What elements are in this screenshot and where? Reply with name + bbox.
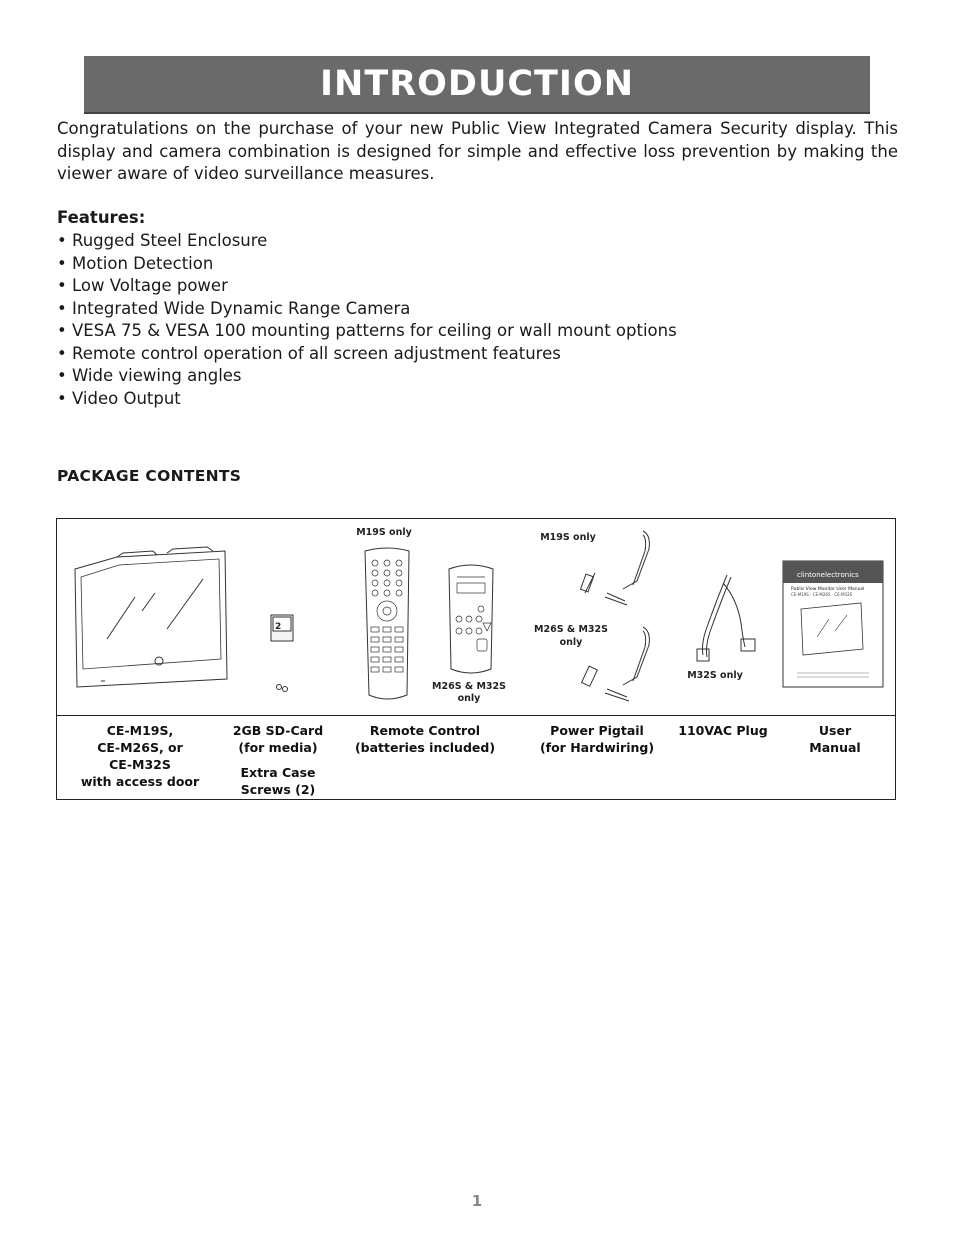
- manual-title: Public View Monitor User Manual: [791, 587, 865, 592]
- feature-item: • Low Voltage power: [57, 275, 677, 298]
- package-contents-heading: PACKAGE CONTENTS: [57, 467, 242, 485]
- page-title: INTRODUCTION: [320, 64, 634, 104]
- plug-m32s-label: M32S only: [687, 670, 743, 681]
- table-divider: [57, 715, 895, 716]
- pigtail-m26s-label-line2: only: [559, 637, 583, 648]
- feature-item: • Integrated Wide Dynamic Range Camera: [57, 298, 677, 321]
- remote-m19s-illustration: [365, 548, 409, 699]
- feature-item: • Rugged Steel Enclosure: [57, 230, 677, 253]
- caption-pigtail: Power Pigtail (for Hardwiring): [539, 723, 655, 755]
- package-contents-table: [56, 518, 896, 800]
- caption-remote: Remote Control (batteries included): [354, 723, 496, 755]
- sd-card-label: 2: [275, 622, 282, 632]
- manual-brand: clintonelectronics: [797, 571, 859, 579]
- power-plug-illustration: [697, 575, 755, 661]
- caption-screws: Extra Case Screws (2): [240, 765, 316, 797]
- remote-m26s-illustration: [449, 565, 493, 673]
- pigtail-m19s-label: M19S only: [540, 532, 596, 543]
- remote-m26s-label-line1: M26S & M32S: [432, 681, 506, 692]
- caption-sd-card: 2GB SD-Card (for media): [232, 723, 324, 755]
- screws-illustration: [277, 685, 288, 692]
- sd-card-illustration: [271, 615, 293, 641]
- feature-item: • Motion Detection: [57, 253, 677, 276]
- page-number: 1: [471, 1192, 483, 1210]
- user-manual-illustration: [783, 561, 883, 687]
- remote-m26s-label-line2: only: [457, 693, 481, 704]
- feature-item: • Wide viewing angles: [57, 365, 677, 388]
- page-banner: [84, 56, 870, 114]
- feature-item: • VESA 75 & VESA 100 mounting patterns for ceiling or wall mount options: [57, 320, 677, 343]
- monitor-illustration: [75, 547, 227, 687]
- feature-item: • Remote control operation of all screen adjustment features: [57, 343, 677, 366]
- manual-models: CE-M19S · CE-M26S · CE-M32S: [791, 592, 853, 597]
- intro-paragraph: Congratulations on the purchase of your new Public View Integrated Camera Security display. This display and camera combination is designed for simple and effective loss prevention by making the viewer aware of video surveillance measures.: [57, 119, 898, 183]
- caption-plug: 110VAC Plug: [678, 723, 768, 738]
- caption-manual: User Manual: [809, 723, 861, 755]
- remote-m19s-label: M19S only: [356, 527, 412, 538]
- features-heading: Features:: [57, 208, 146, 227]
- features-list: [57, 230, 677, 410]
- caption-monitor: CE-M19S, CE-M26S, or CE-M32S with access door: [80, 723, 200, 789]
- feature-item: • Video Output: [57, 388, 677, 411]
- pigtail-m26s-label-line1: M26S & M32S: [534, 624, 608, 635]
